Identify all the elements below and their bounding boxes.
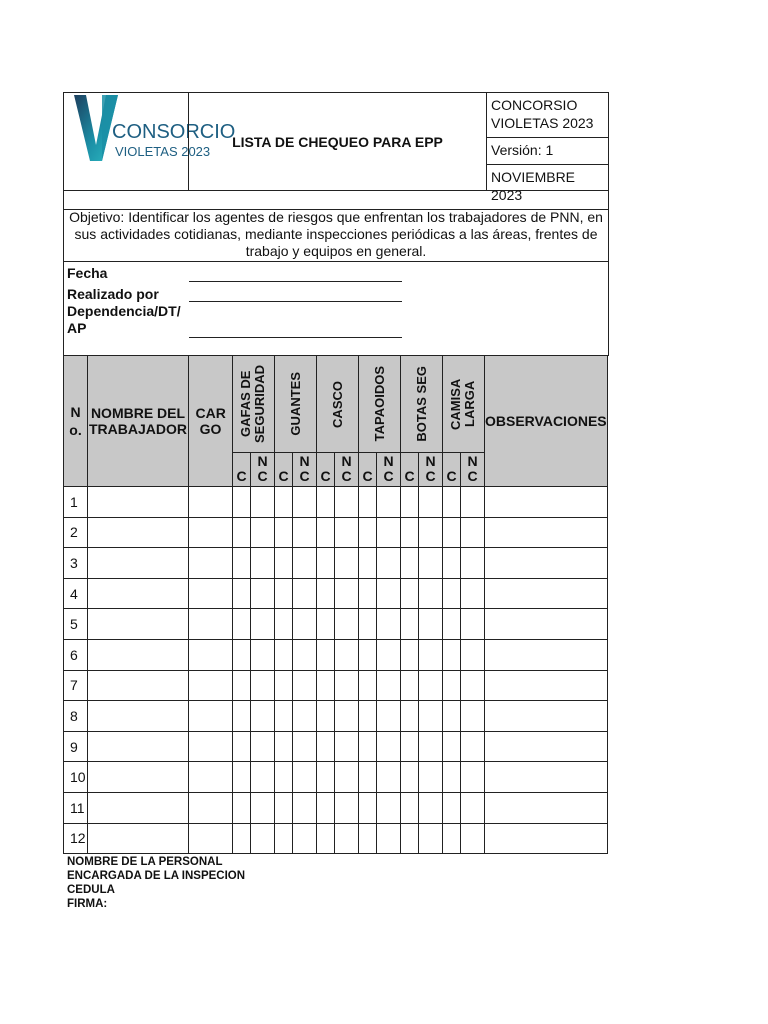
objective-text: Objetivo: Identificar los agentes de riesgos que enfrentan los trabajadores de PNN, en sus actividades cotidianas, mediante inspecciones periódicas a las áreas, frentes de trabajo y equipos en general. [63, 209, 609, 262]
check-cell[interactable] [275, 670, 293, 701]
realizado-line[interactable] [189, 301, 402, 302]
nombre-cell[interactable] [88, 792, 189, 823]
check-cell[interactable] [233, 487, 251, 518]
check-cell[interactable] [293, 670, 317, 701]
camisa-c: C [443, 453, 461, 487]
cargo-cell[interactable] [189, 762, 233, 793]
check-cell[interactable] [443, 639, 461, 670]
footer-firma: FIRMA: [67, 898, 108, 910]
check-cell[interactable] [443, 487, 461, 518]
row-number: 8 [64, 701, 88, 732]
check-cell[interactable] [251, 487, 275, 518]
check-cell[interactable] [293, 701, 317, 732]
check-cell[interactable] [377, 792, 401, 823]
check-cell[interactable] [401, 548, 419, 579]
check-cell[interactable] [335, 792, 359, 823]
table-row [64, 487, 608, 518]
check-cell[interactable] [461, 487, 485, 518]
check-cell[interactable] [275, 792, 293, 823]
check-cell[interactable] [275, 487, 293, 518]
observaciones-cell[interactable] [485, 578, 608, 609]
check-cell[interactable] [335, 731, 359, 762]
check-cell[interactable] [419, 792, 443, 823]
row-number: 7 [64, 670, 88, 701]
check-cell[interactable] [293, 731, 317, 762]
nombre-cell[interactable] [88, 670, 189, 701]
footer-cedula: CEDULA [67, 884, 115, 896]
check-cell[interactable] [275, 639, 293, 670]
check-cell[interactable] [233, 701, 251, 732]
cargo-cell[interactable] [189, 701, 233, 732]
cargo-cell[interactable] [189, 731, 233, 762]
header-nombre: NOMBRE DEL TRABAJADOR [88, 356, 189, 487]
check-cell[interactable] [317, 670, 335, 701]
check-cell[interactable] [419, 762, 443, 793]
check-cell[interactable] [461, 639, 485, 670]
check-cell[interactable] [461, 701, 485, 732]
check-cell[interactable] [293, 517, 317, 548]
row-number: 5 [64, 609, 88, 640]
check-cell[interactable] [401, 792, 419, 823]
gafas-c: C [233, 453, 251, 487]
check-cell[interactable] [419, 701, 443, 732]
observaciones-cell[interactable] [485, 701, 608, 732]
check-cell[interactable] [317, 792, 335, 823]
check-cell[interactable] [233, 639, 251, 670]
observaciones-cell[interactable] [485, 487, 608, 518]
check-cell[interactable] [293, 823, 317, 854]
check-cell[interactable] [359, 639, 377, 670]
check-cell[interactable] [443, 792, 461, 823]
check-cell[interactable] [251, 701, 275, 732]
check-cell[interactable] [233, 578, 251, 609]
check-cell[interactable] [293, 578, 317, 609]
check-cell[interactable] [275, 609, 293, 640]
observaciones-cell[interactable] [485, 548, 608, 579]
nombre-cell[interactable] [88, 701, 189, 732]
check-cell[interactable] [251, 639, 275, 670]
table-row [64, 670, 608, 701]
row-number: 10 [64, 762, 88, 793]
row-number: 3 [64, 548, 88, 579]
fecha-line[interactable] [189, 281, 402, 282]
check-cell[interactable] [233, 762, 251, 793]
table-row [64, 609, 608, 640]
check-cell[interactable] [359, 701, 377, 732]
check-cell[interactable] [377, 701, 401, 732]
check-cell[interactable] [359, 823, 377, 854]
check-cell[interactable] [335, 517, 359, 548]
logo-cell [63, 92, 236, 191]
check-cell[interactable] [461, 792, 485, 823]
cargo-cell[interactable] [189, 578, 233, 609]
check-cell[interactable] [317, 517, 335, 548]
check-cell[interactable] [335, 823, 359, 854]
check-cell[interactable] [317, 762, 335, 793]
observaciones-cell[interactable] [485, 762, 608, 793]
observaciones-cell[interactable] [485, 670, 608, 701]
check-cell[interactable] [275, 548, 293, 579]
observaciones-cell[interactable] [485, 517, 608, 548]
table-row [64, 792, 608, 823]
check-cell[interactable] [443, 670, 461, 701]
check-cell[interactable] [317, 487, 335, 518]
header-botas: BOTAS SEG [401, 356, 443, 453]
table-row [64, 578, 608, 609]
check-cell[interactable] [443, 823, 461, 854]
nombre-cell[interactable] [88, 517, 189, 548]
check-cell[interactable] [275, 823, 293, 854]
check-cell[interactable] [233, 823, 251, 854]
guantes-nc: N C [293, 453, 317, 487]
check-cell[interactable] [293, 639, 317, 670]
row-number: 1 [64, 487, 88, 518]
header-guantes: GUANTES [275, 356, 317, 453]
cargo-cell[interactable] [189, 670, 233, 701]
check-cell[interactable] [359, 792, 377, 823]
check-cell[interactable] [401, 578, 419, 609]
nombre-cell[interactable] [88, 578, 189, 609]
check-cell[interactable] [335, 762, 359, 793]
check-cell[interactable] [377, 609, 401, 640]
check-cell[interactable] [317, 823, 335, 854]
realizado-label: Realizado por [67, 286, 159, 302]
header-tapaoidos: TAPAOIDOS [359, 356, 401, 453]
cargo-cell[interactable] [189, 487, 233, 518]
check-cell[interactable] [461, 517, 485, 548]
check-cell[interactable] [401, 609, 419, 640]
header-casco: CASCO [317, 356, 359, 453]
nombre-cell[interactable] [88, 487, 189, 518]
nombre-cell[interactable] [88, 639, 189, 670]
check-cell[interactable] [377, 823, 401, 854]
check-cell[interactable] [461, 578, 485, 609]
check-cell[interactable] [359, 517, 377, 548]
table-row [64, 639, 608, 670]
check-cell[interactable] [293, 792, 317, 823]
check-cell[interactable] [419, 670, 443, 701]
check-cell[interactable] [233, 670, 251, 701]
nombre-cell[interactable] [88, 762, 189, 793]
check-cell[interactable] [293, 609, 317, 640]
check-cell[interactable] [317, 731, 335, 762]
check-cell[interactable] [251, 517, 275, 548]
check-cell[interactable] [335, 609, 359, 640]
check-cell[interactable] [377, 548, 401, 579]
check-cell[interactable] [401, 731, 419, 762]
dependencia-line[interactable] [189, 337, 402, 338]
check-cell[interactable] [359, 578, 377, 609]
check-cell[interactable] [293, 487, 317, 518]
check-cell[interactable] [419, 487, 443, 518]
signature-block [67, 855, 245, 911]
header-no: N o. [64, 356, 88, 487]
check-cell[interactable] [251, 823, 275, 854]
check-cell[interactable] [275, 731, 293, 762]
fecha-label: Fecha [67, 265, 108, 281]
check-cell[interactable] [317, 578, 335, 609]
check-cell[interactable] [377, 517, 401, 548]
header-camisa: CAMISA LARGA [443, 356, 485, 453]
check-cell[interactable] [401, 823, 419, 854]
check-cell[interactable] [251, 670, 275, 701]
check-cell[interactable] [359, 548, 377, 579]
spacer-row [63, 191, 609, 210]
check-cell[interactable] [461, 548, 485, 579]
check-cell[interactable] [443, 609, 461, 640]
tapaoidos-c: C [359, 453, 377, 487]
cargo-cell[interactable] [189, 548, 233, 579]
row-number: 11 [64, 792, 88, 823]
check-cell[interactable] [275, 762, 293, 793]
observaciones-cell[interactable] [485, 731, 608, 762]
check-cell[interactable] [317, 639, 335, 670]
check-cell[interactable] [251, 548, 275, 579]
check-cell[interactable] [251, 609, 275, 640]
row-number: 2 [64, 517, 88, 548]
check-cell[interactable] [293, 762, 317, 793]
check-cell[interactable] [359, 609, 377, 640]
check-cell[interactable] [335, 701, 359, 732]
cargo-cell[interactable] [189, 639, 233, 670]
nombre-cell[interactable] [88, 823, 189, 854]
observaciones-cell[interactable] [485, 792, 608, 823]
check-cell[interactable] [359, 670, 377, 701]
check-cell[interactable] [251, 731, 275, 762]
check-cell[interactable] [377, 578, 401, 609]
table-row [64, 701, 608, 732]
check-cell[interactable] [443, 731, 461, 762]
version-label: Versión: 1 [486, 137, 609, 165]
check-cell[interactable] [443, 701, 461, 732]
table-row [64, 731, 608, 762]
table-row [64, 517, 608, 548]
check-cell[interactable] [317, 701, 335, 732]
check-cell[interactable] [419, 548, 443, 579]
check-cell[interactable] [377, 487, 401, 518]
nombre-cell[interactable] [88, 548, 189, 579]
check-cell[interactable] [233, 731, 251, 762]
check-cell[interactable] [275, 517, 293, 548]
check-cell[interactable] [251, 762, 275, 793]
header-gafas: GAFAS DE SEGURIDAD [233, 356, 275, 453]
epp-table [63, 355, 608, 854]
header-cargo: CAR GO [189, 356, 233, 487]
check-cell[interactable] [359, 731, 377, 762]
dependencia-label: Dependencia/DT/ AP [67, 303, 181, 336]
logo-brand-bottom: VIOLETAS 2023 [115, 144, 211, 159]
check-cell[interactable] [317, 609, 335, 640]
check-cell[interactable] [275, 578, 293, 609]
check-cell[interactable] [419, 578, 443, 609]
check-cell[interactable] [293, 548, 317, 579]
casco-nc: N C [335, 453, 359, 487]
check-cell[interactable] [443, 517, 461, 548]
check-cell[interactable] [377, 762, 401, 793]
header-observaciones: OBSERVACIONES [485, 356, 608, 487]
check-cell[interactable] [461, 731, 485, 762]
check-cell[interactable] [335, 639, 359, 670]
row-number: 6 [64, 639, 88, 670]
check-cell[interactable] [275, 701, 293, 732]
check-cell[interactable] [401, 701, 419, 732]
cargo-cell[interactable] [189, 609, 233, 640]
document-title: LISTA DE CHEQUEO PARA EPP [188, 92, 487, 191]
checklist-table [63, 355, 608, 854]
check-cell[interactable] [233, 517, 251, 548]
check-cell[interactable] [419, 609, 443, 640]
observaciones-cell[interactable] [485, 609, 608, 640]
check-cell[interactable] [359, 487, 377, 518]
check-cell[interactable] [377, 731, 401, 762]
gafas-nc: N C [251, 453, 275, 487]
check-cell[interactable] [419, 823, 443, 854]
check-cell[interactable] [359, 762, 377, 793]
check-cell[interactable] [443, 548, 461, 579]
footer-encargada: ENCARGADA DE LA INSPECION [67, 870, 246, 882]
row-number: 9 [64, 731, 88, 762]
cargo-cell[interactable] [189, 517, 233, 548]
cargo-cell[interactable] [189, 823, 233, 854]
check-cell[interactable] [377, 639, 401, 670]
observaciones-cell[interactable] [485, 823, 608, 854]
check-cell[interactable] [233, 548, 251, 579]
table-row [64, 548, 608, 579]
check-cell[interactable] [335, 578, 359, 609]
row-number: 12 [64, 823, 88, 854]
check-cell[interactable] [419, 639, 443, 670]
check-cell[interactable] [251, 578, 275, 609]
table-row [64, 823, 608, 854]
botas-nc: N C [419, 453, 443, 487]
nombre-cell[interactable] [88, 609, 189, 640]
footer-personal: NOMBRE DE LA PERSONAL [67, 856, 223, 868]
botas-c: C [401, 453, 419, 487]
row-number: 4 [64, 578, 88, 609]
check-cell[interactable] [233, 792, 251, 823]
date-label: NOVIEMBRE 2023 [486, 164, 609, 191]
company-name: CONCORSIO VIOLETAS 2023 [486, 92, 609, 138]
check-cell[interactable] [461, 670, 485, 701]
check-cell[interactable] [461, 823, 485, 854]
check-cell[interactable] [461, 609, 485, 640]
check-cell[interactable] [335, 548, 359, 579]
check-cell[interactable] [443, 578, 461, 609]
observaciones-cell[interactable] [485, 639, 608, 670]
check-cell[interactable] [419, 731, 443, 762]
tapaoidos-nc: N C [377, 453, 401, 487]
check-cell[interactable] [401, 670, 419, 701]
check-cell[interactable] [401, 639, 419, 670]
nombre-cell[interactable] [88, 731, 189, 762]
check-cell[interactable] [401, 487, 419, 518]
check-cell[interactable] [419, 517, 443, 548]
check-cell[interactable] [401, 762, 419, 793]
check-cell[interactable] [443, 762, 461, 793]
check-cell[interactable] [251, 792, 275, 823]
camisa-nc: N C [461, 453, 485, 487]
check-cell[interactable] [461, 762, 485, 793]
cargo-cell[interactable] [189, 792, 233, 823]
check-cell[interactable] [317, 548, 335, 579]
check-cell[interactable] [377, 670, 401, 701]
check-cell[interactable] [233, 609, 251, 640]
check-cell[interactable] [335, 670, 359, 701]
meta-block [63, 261, 609, 356]
logo-brand-top: CONSORCIO [112, 121, 236, 143]
casco-c: C [317, 453, 335, 487]
check-cell[interactable] [401, 517, 419, 548]
check-cell[interactable] [335, 487, 359, 518]
table-row [64, 762, 608, 793]
guantes-c: C [275, 453, 293, 487]
